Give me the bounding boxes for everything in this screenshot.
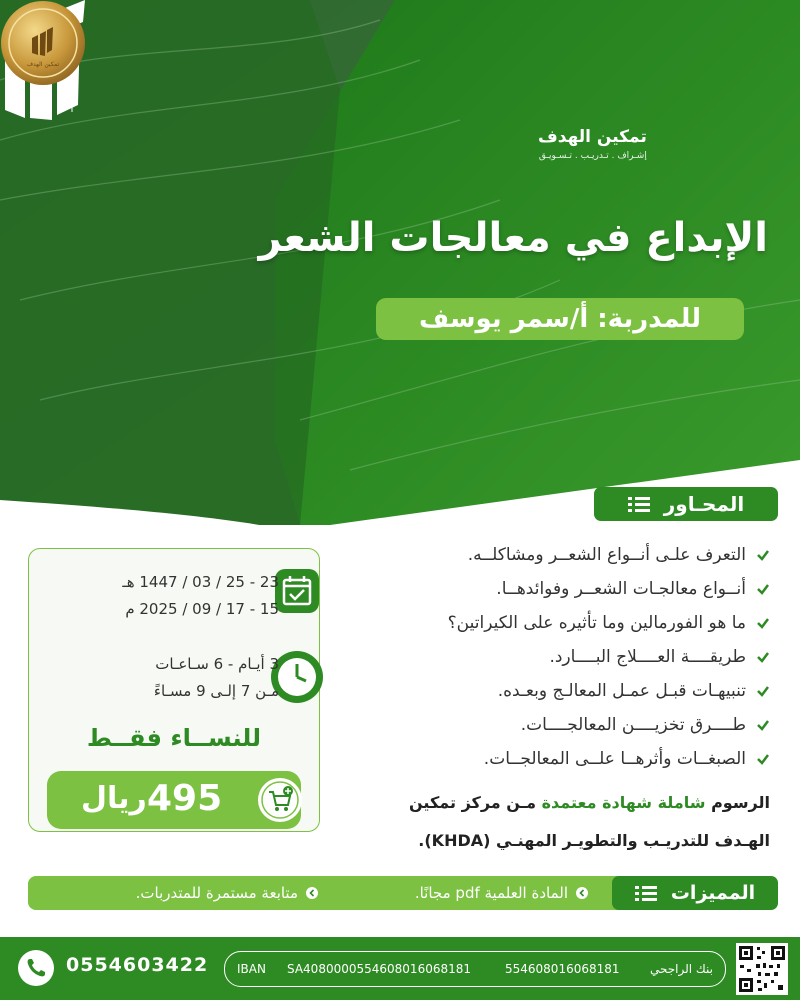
audience-label: للنســاء فقــط [86,724,262,752]
features-heading [612,876,778,910]
check-icon [756,684,770,698]
cart-icon [257,777,303,823]
phone-number[interactable]: 0554603422 [66,954,209,976]
feature-item: المادة العلمية pdf مجانًا. [415,876,588,910]
features-bar [28,876,778,910]
account-number: 554608016068181 [505,962,620,976]
check-icon [756,752,770,766]
phone-icon [18,950,54,986]
check-icon [756,650,770,664]
price-value: 495 [147,778,223,819]
trainer-name: للمدربة: أ/سمر يوسف [376,298,744,340]
arrow-left-icon [576,887,588,899]
price-badge [47,771,301,829]
certificate-highlight: شاملة شهادة معتمدة [541,793,706,812]
qr-code-icon[interactable] [736,943,788,995]
list-icon [635,885,657,901]
axis-item: ما هو الفورمالين وما تأثيره على الكيراتين؟ [340,606,770,640]
feature-item: متابعة مستمرة للمتدربات. [136,876,318,910]
iban-number: SA4080000554608016068181 [287,962,472,976]
course-title: الإبداع في معالجات الشعر [258,215,768,261]
session-time: مـن 7 إلـى 9 مسـاءً [153,682,279,700]
check-icon [756,718,770,732]
phone-button[interactable] [18,950,54,986]
axis-item: الصبغــات وأثرهــا علــى المعالجــات. [340,742,770,776]
fees-note: الرسوم شاملة شهادة معتمدة مـن مركز تمكين الهـدف للتدريـب والتطويـر المهنـي (KHDA). [409,793,770,850]
seal-text: تمكين الهدف [26,61,60,68]
axis-item: طريقــــة العــــلاج البــــارد. [340,640,770,674]
calendar-icon [273,567,321,615]
date-gregorian: 15 - 17 / 09 / 2025 م [125,600,279,618]
currency: ريال [81,781,147,816]
footer [0,937,800,1000]
check-icon [756,616,770,630]
axis-item: طــــرق تخزيــــن المعالجــــات. [340,708,770,742]
brand-tagline: إشـراف . تـدريـب . تـسـويـق [538,151,647,161]
features-heading-label: المميزات [670,882,756,904]
iban-label: IBAN [237,962,266,976]
bank-info [224,951,726,987]
axis-item: أنــواع معالجـات الشعــر وفوائدهــا. [340,572,770,606]
info-card [28,548,320,832]
date-hijri: 23 - 25 / 03 / 1447 هـ [122,573,279,591]
bank-name: بنك الراجحي [650,962,713,976]
axes-list [340,538,770,776]
list-icon [628,496,650,512]
duration [49,651,279,705]
duration-days: 3 أيـام - 6 سـاعـات [155,655,279,673]
brand-name: تمكين الهدف [538,127,647,147]
axis-item: تنبيهـات قبـل عمـل المعالـج وبعـده. [340,674,770,708]
check-icon [756,582,770,596]
gold-seal-icon [0,0,86,86]
arrow-left-icon [306,887,318,899]
brand-logo-text [538,127,647,161]
dates [49,569,279,623]
axes-heading [594,487,778,521]
axes-heading-label: المحـاور [663,492,745,516]
check-icon [756,548,770,562]
axis-item: التعرف علـى أنــواع الشعــر ومشاكلــه. [340,538,770,572]
